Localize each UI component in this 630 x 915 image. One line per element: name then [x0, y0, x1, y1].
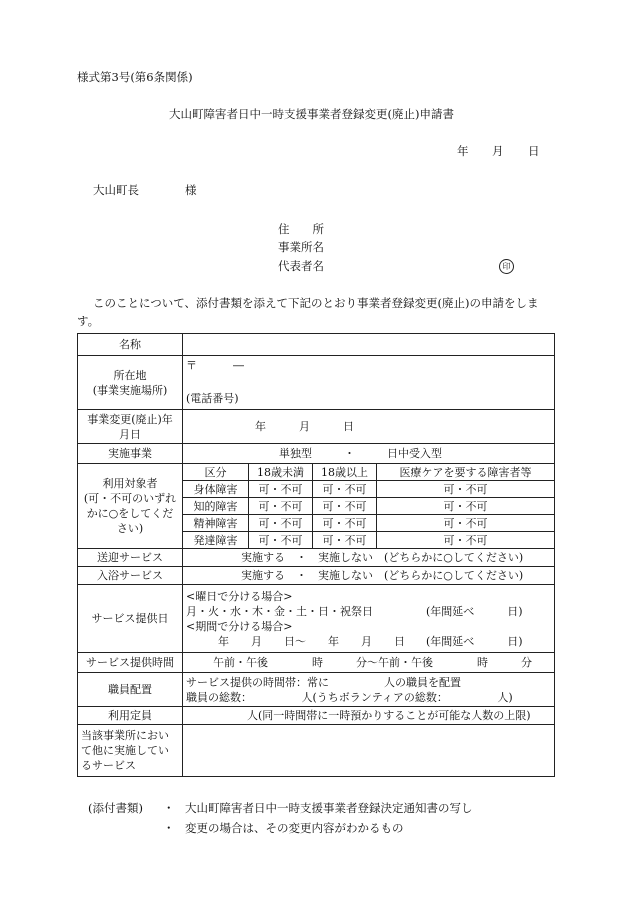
option-yes-no[interactable]: 可・不可	[249, 481, 313, 498]
disability-type: 精神障害	[183, 515, 249, 532]
row-transport	[78, 549, 555, 567]
option-yes-no[interactable]: 可・不可	[249, 515, 313, 532]
option-yes-no[interactable]: 可・不可	[249, 498, 313, 515]
bath-label: 入浴サービス	[78, 567, 183, 585]
other-label-line3: るサービス	[81, 759, 136, 772]
staff-label: 職員配置	[78, 673, 183, 707]
seal-mark	[499, 258, 514, 274]
target-label-title: 利用対象者	[102, 477, 158, 490]
row-service-days	[78, 585, 555, 653]
other-services-label	[78, 725, 183, 777]
intro-line-1: このことについて、添付書類を添えて下記のとおり事業者登録変更(廃止)の申請をしま	[93, 296, 539, 310]
row-location	[78, 356, 555, 410]
change-date-label	[78, 410, 183, 444]
application-form-table	[77, 333, 555, 777]
row-service-time	[78, 653, 555, 673]
row-name	[78, 334, 555, 356]
location-label-line2: (事業実施場所)	[92, 383, 168, 397]
target-note-line1: (可・不可のいずれ	[83, 492, 177, 505]
target-label	[78, 464, 183, 549]
period-annual-days: (年間延べ 日)	[426, 634, 523, 648]
change-date-field[interactable]: 年 月 日	[183, 410, 555, 444]
capacity-field[interactable]: 人(同一時間帯に一時預かりすることが可能な人数の上限)	[183, 707, 555, 725]
document-title: 大山町障害者日中一時支援事業者登録変更(廃止)申請書	[169, 107, 454, 121]
period-heading: <期間で分ける場合>	[186, 619, 293, 633]
row-bath	[78, 567, 555, 585]
service-day-label: サービス提供日	[78, 585, 183, 653]
disability-type: 知的障害	[183, 498, 249, 515]
date-day: 日	[528, 144, 540, 158]
row-staff	[78, 673, 555, 707]
business-option-daytime[interactable]: 日中受入型	[387, 447, 442, 460]
seal-icon: 印	[499, 259, 514, 274]
row-target-header	[78, 464, 555, 481]
intro-line-2: す。	[77, 314, 100, 328]
option-yes-no[interactable]: 可・不可	[313, 481, 377, 498]
business-options	[183, 444, 555, 464]
row-change-date	[78, 410, 555, 444]
transport-label: 送迎サービス	[78, 549, 183, 567]
option-yes-no[interactable]: 可・不可	[377, 481, 555, 498]
weekday-annual-days: (年間延べ 日)	[426, 604, 523, 618]
bath-options[interactable]: 実施する ・ 実施しない (どちらかに○してください)	[183, 567, 555, 585]
change-date-label-line1: 事業変更(廃止)年	[87, 412, 173, 426]
business-label: 実施事業	[78, 444, 183, 464]
representative-label: 代表者名	[278, 259, 324, 273]
target-note-line2: かに○をしてくだ	[86, 507, 174, 520]
attachment-item-1: 大山町障害者日中一時支援事業者登録決定通知書の写し	[185, 801, 473, 815]
option-yes-no[interactable]: 可・不可	[313, 498, 377, 515]
date-year: 年	[457, 144, 469, 158]
option-yes-no[interactable]: 可・不可	[313, 532, 377, 549]
name-label: 名称	[78, 334, 183, 356]
attachment-item-2: 変更の場合は、その変更内容がわかるもの	[185, 821, 404, 835]
staff-field[interactable]	[183, 673, 555, 707]
disability-type: 身体障害	[183, 481, 249, 498]
option-yes-no[interactable]: 可・不可	[377, 498, 555, 515]
phone-label: (電話番号)	[186, 392, 239, 405]
service-day-field[interactable]	[183, 585, 555, 653]
weekday-heading: <曜日で分ける場合>	[186, 589, 293, 603]
period-range[interactable]: 年 月 日〜 年 月 日	[218, 634, 405, 648]
business-separator: ・	[344, 447, 355, 460]
name-field[interactable]	[183, 334, 555, 356]
disability-type: 発達障害	[183, 532, 249, 549]
col-over-18: 18歳以上	[313, 464, 377, 481]
service-time-field[interactable]: 午前・午後 時 分〜午前・午後 時 分	[183, 653, 555, 673]
honorific: 様	[185, 183, 197, 197]
col-medical-care: 医療ケアを要する障害者等	[377, 464, 555, 481]
business-option-standalone[interactable]: 単独型	[279, 447, 312, 460]
other-label-line1: 当該事業所におい	[81, 729, 169, 742]
target-note-line3: さい)	[116, 522, 144, 535]
attachments-label: (添付書類)	[88, 801, 143, 815]
form-number: 様式第3号(第6条関係)	[77, 70, 193, 84]
weekday-options[interactable]: 月・火・水・木・金・土・日・祝祭日	[186, 604, 373, 618]
transport-options[interactable]: 実施する ・ 実施しない (どちらかに○してください)	[183, 549, 555, 567]
other-label-line2: て他に実施してい	[81, 744, 169, 757]
location-label-line1: 所在地	[113, 368, 147, 382]
address-label: 住 所	[278, 222, 324, 236]
service-time-label: サービス提供時間	[78, 653, 183, 673]
location-label	[78, 356, 183, 410]
staff-line-2: 職員の総数： 人(うちボランティアの総数： 人)	[186, 690, 513, 704]
row-capacity	[78, 707, 555, 725]
option-yes-no[interactable]: 可・不可	[377, 515, 555, 532]
postal-mark: 〒	[186, 359, 197, 372]
row-other-services	[78, 725, 555, 777]
change-date-label-line2: 月日	[119, 427, 141, 441]
row-business	[78, 444, 555, 464]
capacity-label: 利用定員	[78, 707, 183, 725]
office-name-label: 事業所名	[278, 240, 324, 254]
other-services-field[interactable]	[183, 725, 555, 777]
location-field[interactable]	[183, 356, 555, 410]
option-yes-no[interactable]: 可・不可	[377, 532, 555, 549]
attachment-bullet-2: ・	[163, 821, 175, 835]
option-yes-no[interactable]: 可・不可	[249, 532, 313, 549]
option-yes-no[interactable]: 可・不可	[313, 515, 377, 532]
attachment-bullet-1: ・	[163, 801, 175, 815]
postal-dash: ―	[233, 359, 244, 372]
col-category: 区分	[183, 464, 249, 481]
col-under-18: 18歳未満	[249, 464, 313, 481]
date-month: 月	[492, 144, 504, 158]
addressee: 大山町長	[93, 183, 139, 197]
staff-line-1: サービス提供の時間帯：常に 人の職員を配置	[186, 675, 461, 689]
